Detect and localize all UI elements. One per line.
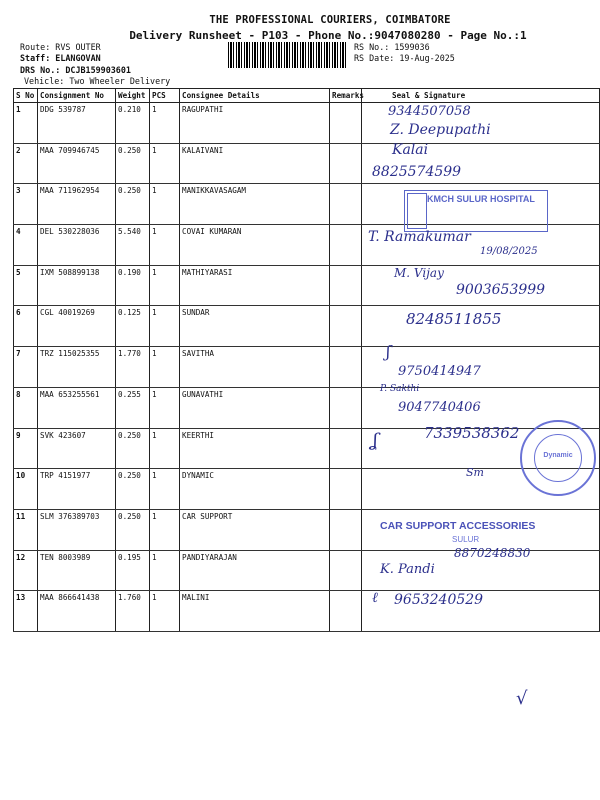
header-weight: Weight — [116, 89, 150, 103]
cell-consignee: RAGUPATHI — [180, 103, 330, 144]
cell-pcs: 1 — [150, 509, 180, 550]
cell-consignee: MATHIYARASI — [180, 265, 330, 306]
handwritten-signature: Kalai — [392, 142, 429, 158]
cell-consignment: SVK 423607 — [38, 428, 116, 469]
cell-weight: 0.190 — [116, 265, 150, 306]
cell-weight: 0.250 — [116, 469, 150, 510]
cell-weight: 0.250 — [116, 509, 150, 550]
cell-remarks — [330, 306, 362, 347]
cell-consignee: MANIKKAVASAGAM — [180, 184, 330, 225]
stamp-text: KMCH SULUR HOSPITAL — [427, 194, 535, 204]
drs-number: DRS No.: DCJB159903601 — [20, 65, 131, 75]
handwritten-signature: ℓ — [372, 590, 378, 606]
handwritten-signature: ʆ — [372, 430, 378, 451]
cell-remarks — [330, 265, 362, 306]
cell-pcs: 1 — [150, 591, 180, 632]
cell-consignment: MAA 866641438 — [38, 591, 116, 632]
cell-weight: 0.125 — [116, 306, 150, 347]
car-support-stamp: CAR SUPPORT ACCESSORIES — [380, 520, 536, 532]
cell-sno: 10 — [14, 469, 38, 510]
cell-weight: 0.255 — [116, 387, 150, 428]
cell-remarks — [330, 428, 362, 469]
cell-consignment: TRZ 115025355 — [38, 347, 116, 388]
rs-number: RS No.: 1599036 — [354, 42, 430, 52]
cell-weight: 0.250 — [116, 143, 150, 184]
cell-pcs: 1 — [150, 387, 180, 428]
cell-remarks — [330, 591, 362, 632]
route-label: Route: RVS OUTER — [20, 42, 101, 52]
cell-consignment: DDG 539787 — [38, 103, 116, 144]
cell-pcs: 1 — [150, 550, 180, 591]
handwritten-phone: 9750414947 — [398, 364, 481, 379]
header-remarks: Remarks — [330, 89, 362, 103]
cell-consignee: MALINI — [180, 591, 330, 632]
header-seal-signature: Seal & Signature — [362, 89, 600, 103]
stamp-subtext: SULUR — [452, 535, 480, 544]
handwritten-signature: M. Vijay — [394, 266, 444, 280]
dynamic-stamp — [520, 420, 596, 496]
stamp-text: Dynamic — [543, 452, 573, 459]
cell-sno: 9 — [14, 428, 38, 469]
cell-remarks — [330, 143, 362, 184]
barcode-image — [228, 42, 348, 68]
handwritten-date: 19/08/2025 — [480, 246, 538, 257]
cell-weight: 1.760 — [116, 591, 150, 632]
cell-pcs: 1 — [150, 225, 180, 266]
table-row — [14, 143, 600, 184]
cell-remarks — [330, 509, 362, 550]
handwritten-phone: 7339538362 — [424, 424, 520, 442]
cell-consignee: CAR SUPPORT — [180, 509, 330, 550]
cell-sno: 13 — [14, 591, 38, 632]
handwritten-signature: ʃ — [386, 342, 391, 361]
hospital-stamp — [404, 190, 548, 232]
handwritten-phone: 8870248830 — [454, 546, 531, 560]
cell-weight: 1.770 — [116, 347, 150, 388]
table-row — [14, 591, 600, 632]
handwritten-signature: K. Pandi — [380, 562, 435, 577]
header-sno: S No — [14, 89, 38, 103]
handwritten-signature: Sm — [466, 466, 484, 479]
cell-consignment: IXM 508899138 — [38, 265, 116, 306]
cell-consignment: MAA 709946745 — [38, 143, 116, 184]
table-row — [14, 306, 600, 347]
cell-consignment: CGL 40019269 — [38, 306, 116, 347]
cell-weight: 5.540 — [116, 225, 150, 266]
handwritten-signature: Z. Deepupathi — [390, 122, 491, 138]
rs-date: RS Date: 19-Aug-2025 — [354, 53, 455, 63]
handwritten-phone: 9047740406 — [398, 400, 481, 415]
cell-consignee: KEERTHI — [180, 428, 330, 469]
cell-sno: 12 — [14, 550, 38, 591]
cell-consignee: GUNAVATHI — [180, 387, 330, 428]
cell-sno: 7 — [14, 347, 38, 388]
cell-pcs: 1 — [150, 143, 180, 184]
handwritten-phone: 8248511855 — [406, 310, 502, 328]
handwritten-phone: 9653240529 — [394, 592, 484, 608]
cell-consignment: SLM 376389703 — [38, 509, 116, 550]
header-pcs: PCS — [150, 89, 180, 103]
staff-label: Staff: ELANGOVAN — [20, 53, 101, 63]
table-header-row — [14, 89, 600, 103]
cell-weight: 0.250 — [116, 428, 150, 469]
cell-consignee: KALAIVANI — [180, 143, 330, 184]
cell-pcs: 1 — [150, 306, 180, 347]
cell-remarks — [330, 225, 362, 266]
cell-remarks — [330, 550, 362, 591]
cell-sno: 11 — [14, 509, 38, 550]
cell-consignment: TEN 8003989 — [38, 550, 116, 591]
cell-consignee: COVAI KUMARAN — [180, 225, 330, 266]
cell-remarks — [330, 347, 362, 388]
cell-remarks — [330, 184, 362, 225]
cell-pcs: 1 — [150, 184, 180, 225]
vehicle-label: Vehicle: Two Wheeler Delivery — [24, 76, 171, 86]
cell-sno: 5 — [14, 265, 38, 306]
cell-weight: 0.195 — [116, 550, 150, 591]
cell-pcs: 1 — [150, 347, 180, 388]
cell-remarks — [330, 387, 362, 428]
table-row — [14, 103, 600, 144]
cell-weight: 0.210 — [116, 103, 150, 144]
cell-consignee: SAVITHA — [180, 347, 330, 388]
cell-consignment: MAA 711962954 — [38, 184, 116, 225]
table-row — [14, 469, 600, 510]
cell-remarks — [330, 469, 362, 510]
cell-consignee: SUNDAR — [180, 306, 330, 347]
company-title: THE PROFESSIONAL COURIERS, COIMBATORE — [209, 14, 451, 26]
cell-sno: 1 — [14, 103, 38, 144]
header-consignment: Consignment No — [38, 89, 116, 103]
handwritten-signature: P. Sakthi — [380, 384, 420, 394]
cell-pcs: 1 — [150, 469, 180, 510]
cell-consignment: DEL 530228036 — [38, 225, 116, 266]
cell-pcs: 1 — [150, 428, 180, 469]
cell-consignee: DYNAMIC — [180, 469, 330, 510]
handwritten-phone: 9344507058 — [388, 104, 471, 119]
cell-consignment: MAA 653255561 — [38, 387, 116, 428]
cell-pcs: 1 — [150, 103, 180, 144]
cell-consignee: PANDIYARAJAN — [180, 550, 330, 591]
cell-consignment: TRP 4151977 — [38, 469, 116, 510]
cell-sno: 2 — [14, 143, 38, 184]
header-consignee: Consignee Details — [180, 89, 330, 103]
handwritten-phone: 8825574599 — [372, 164, 462, 180]
table-row — [14, 347, 600, 388]
cell-sno: 8 — [14, 387, 38, 428]
cell-weight: 0.250 — [116, 184, 150, 225]
cell-remarks — [330, 103, 362, 144]
handwritten-signature: T. Ramakumar — [368, 229, 471, 245]
runsheet-subtitle: Delivery Runsheet - P103 - Phone No.:9047080280 - Page No.:1 — [129, 29, 527, 42]
handwritten-phone: 9003653999 — [456, 282, 546, 298]
cell-sno: 4 — [14, 225, 38, 266]
handwritten-signature: √ — [516, 688, 528, 709]
cell-sno: 6 — [14, 306, 38, 347]
cell-pcs: 1 — [150, 265, 180, 306]
table-row — [14, 387, 600, 428]
cell-sno: 3 — [14, 184, 38, 225]
